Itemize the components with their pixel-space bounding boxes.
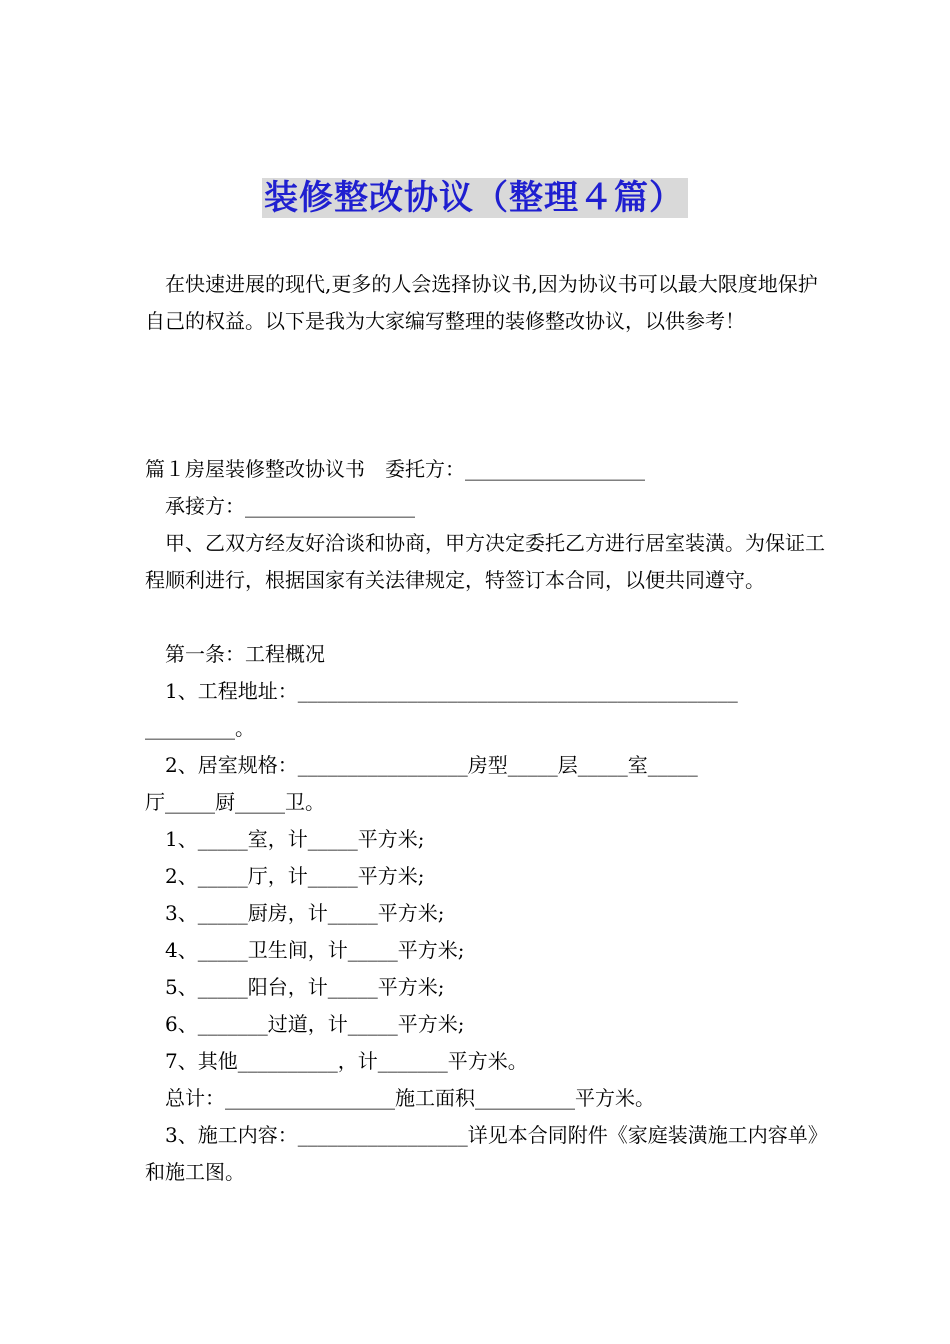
list-item: 3、_____厨房，计_____平方米; — [145, 901, 445, 925]
section-heading-line: 篇１房屋装修整改协议书 委托方：__________________ — [145, 457, 645, 481]
construction-content-paragraph: 3、施工内容：_________________详见本合同附件《家庭装潢施工内容单》和施工图。 — [145, 1123, 818, 1184]
intro-paragraph: 在快速进展的现代,更多的人会选择协议书,因为协议书可以最大限度地保护自己的权益。以下是我为大家编写整理的装修整改协议，以供参考！ — [145, 272, 818, 333]
project-address-line: 1、工程地址：____________________________________________ — [145, 679, 738, 703]
room-spec-line: 2、居室规格：_________________房型_____层_____室_____ — [145, 753, 698, 777]
list-item: 1、_____室，计_____平方米; — [145, 827, 425, 851]
title-container — [0, 178, 950, 218]
project-address-continuation: _________。 — [145, 716, 255, 740]
document-title: 装修整改协议（整理４篇） — [262, 178, 688, 218]
list-item: 7、其他__________，计_______平方米。 — [145, 1049, 528, 1073]
total-area-line: 总计：_________________施工面积__________平方米。 — [145, 1086, 655, 1110]
room-spec-continuation: 厅_____厨_____卫。 — [145, 790, 325, 814]
list-item: 6、_______过道，计_____平方米; — [145, 1012, 465, 1036]
article-one-heading: 第一条：工程概况 — [145, 642, 325, 666]
contractor-line: 承接方：_________________ — [145, 494, 415, 518]
list-item: 4、_____卫生间，计_____平方米; — [145, 938, 465, 962]
list-item: 5、_____阳台，计_____平方米; — [145, 975, 445, 999]
agreement-paragraph: 甲、乙双方经友好洽谈和协商，甲方决定委托乙方进行居室装潢。为保证工程顺利进行，根据国家有关法律规定，特签订本合同，以便共同遵守。 — [145, 531, 825, 592]
list-item: 2、_____厅，计_____平方米; — [145, 864, 425, 888]
